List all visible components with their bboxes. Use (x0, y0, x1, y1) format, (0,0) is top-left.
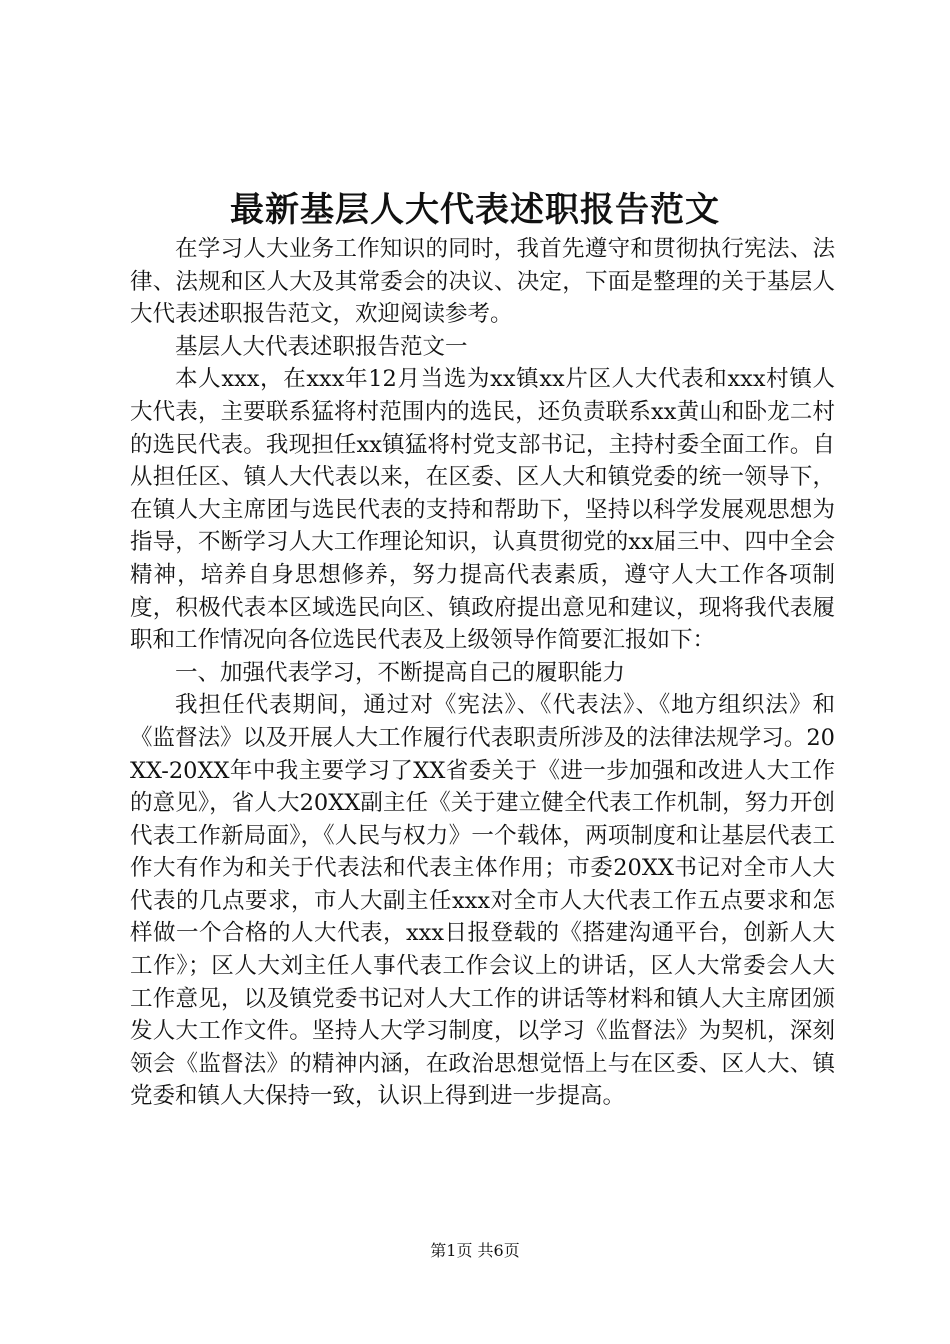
body-paragraph: 本人xxx，在xxx年12月当选为xx镇xx片区人大代表和xxx村镇人大代表，主要联系猛将村范围内的选民，还负责联系xx黄山和卧龙二村的选民代表。我现担任xx镇猛将村党支部书记，主持村委全面工作。自从担任区、镇人大代表以来，在区委、区人大和镇党委的统一领导下，在镇人大主席团与选民代表的支持和帮助下，坚持以科学发展观思想为指导，不断学习人大工作理论知识，认真贯彻党的xx届三中、四中全会精神，培养自身思想修养，努力提高代表素质，遵守人大工作各项制度，积极代表本区域选民向区、镇政府提出意见和建议，现将我代表履职和工作情况向各位选民代表及上级领导作简要汇报如下： (130, 366, 835, 654)
subsection-heading: 一、加强代表学习，不断提高自己的履职能力 (175, 659, 626, 686)
body-paragraph: 我担任代表期间，通过对《宪法》、《代表法》、《地方组织法》和《监督法》以及开展人大工作履行代表职责所涉及的法律法规学习。20XX-20XX年中我主要学习了XX省委关于《进一步加强和改进人大工作的意见》，省人大20XX副主任《关于建立健全代表工作机制，努力开创代表工作新局面》，《人民与权力》一个载体，两项制度和让基层代表工作大有作为和关于代表法和代表主体作用；市委20XX书记对全市人大代表的几点要求，市人大副主任xxx对全市人大代表工作五点要求和怎样做一个合格的人大代表，xxx日报登载的《搭建沟通平台，创新人大工作》；区人大刘主任人事代表工作会议上的讲话，区人大常委会人大工作意见，以及镇党委书记对人大工作的讲话等材料和镇人大主席团颁发人大工作文件。坚持人大学习制度，以学习《监督法》为契机，深刻领会《监督法》的精神内涵，在政治思想觉悟上与在区委、区人大、镇党委和镇人大保持一致，认识上得到进一步提高。 (130, 692, 835, 1110)
document-title: 最新基层人大代表述职报告范文 (230, 190, 720, 230)
intro-paragraph: 在学习人大业务工作知识的同时，我首先遵守和贯彻执行宪法、法律、法规和区人大及其常委会的决议、决定，下面是整理的关于基层人大代表述职报告范文，欢迎阅读参考。 (130, 236, 835, 328)
document-body (130, 233, 835, 1113)
page-number-footer: 第1页 共6页 (430, 1241, 520, 1260)
section-heading: 基层人大代表述职报告范文一 (175, 333, 468, 360)
